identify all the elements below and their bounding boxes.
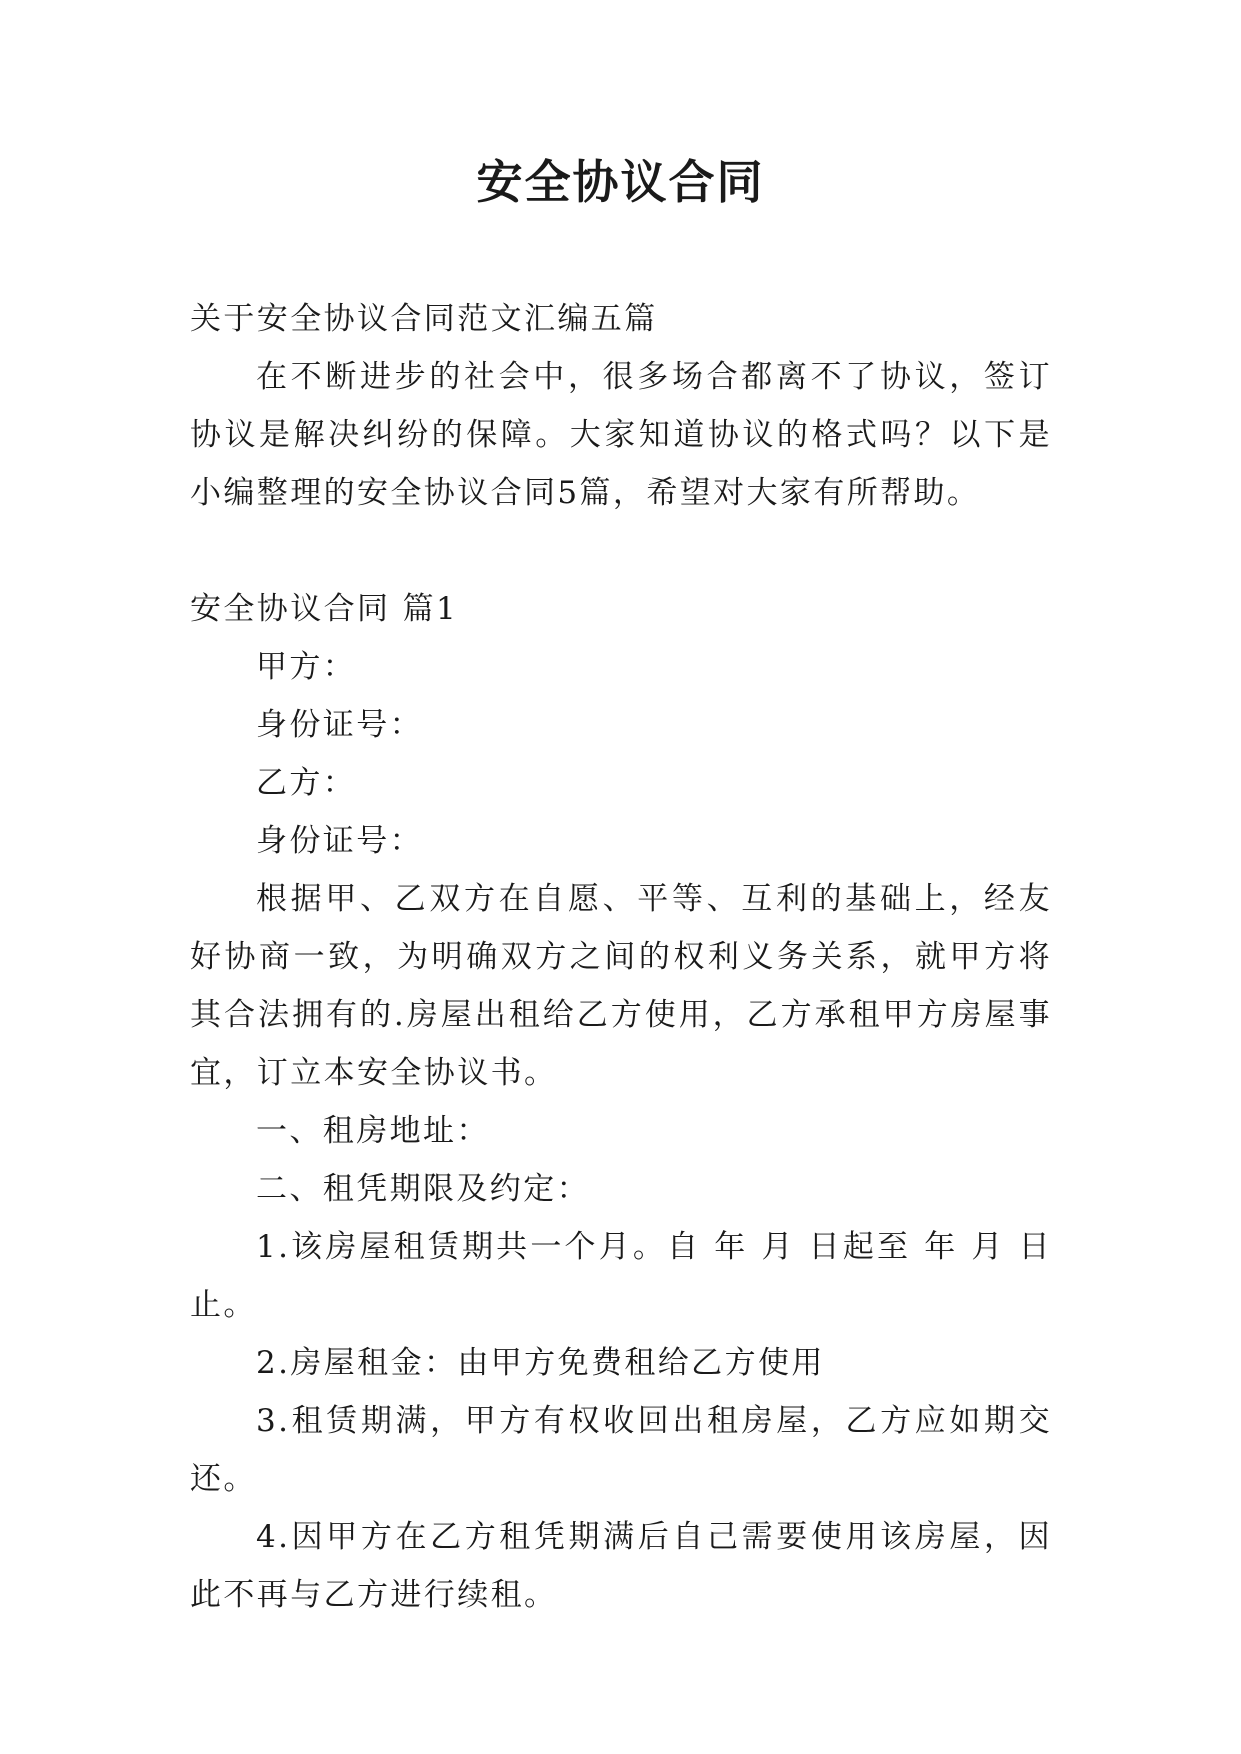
section-heading: 安全协议合同 篇1	[190, 591, 459, 627]
party-b-line: 乙方：	[256, 765, 357, 801]
preamble-paragraph: 根据甲、乙双方在自愿、平等、互利的基础上，经友好协商一致，为明确双方之间的权利义务关系，就甲方将其合法拥有的.房屋出租给乙方使用，乙方承租甲方房屋事宜，订立本安全协议书。	[190, 881, 1052, 1091]
party-a-id-line: 身份证号：	[256, 707, 423, 743]
subtitle: 关于安全协议合同范文汇编五篇	[190, 301, 658, 337]
clause-rental-address: 一、租房地址：	[256, 1113, 490, 1149]
party-b-id-line: 身份证号：	[256, 823, 423, 859]
intro-paragraph: 在不断进步的社会中，很多场合都离不了协议，签订协议是解决纠纷的保障。大家知道协议的格式吗？以下是小编整理的安全协议合同5篇，希望对大家有所帮助。	[190, 359, 1052, 511]
item-lease-period: 1.该房屋租赁期共一个月。自 年 月 日起至 年 月 日止。	[190, 1229, 1052, 1323]
party-a-line: 甲方：	[256, 649, 357, 685]
item-lease-expiry: 3.租赁期满，甲方有权收回出租房屋，乙方应如期交还。	[190, 1403, 1052, 1497]
document-title: 安全协议合同	[476, 155, 765, 209]
document-body	[190, 290, 1052, 1624]
item-no-renewal: 4.因甲方在乙方租凭期满后自己需要使用该房屋，因此不再与乙方进行续租。	[190, 1519, 1052, 1613]
clause-lease-term: 二、租凭期限及约定：	[256, 1171, 590, 1207]
item-rent: 2.房屋租金：由甲方免费租给乙方使用	[256, 1345, 825, 1381]
